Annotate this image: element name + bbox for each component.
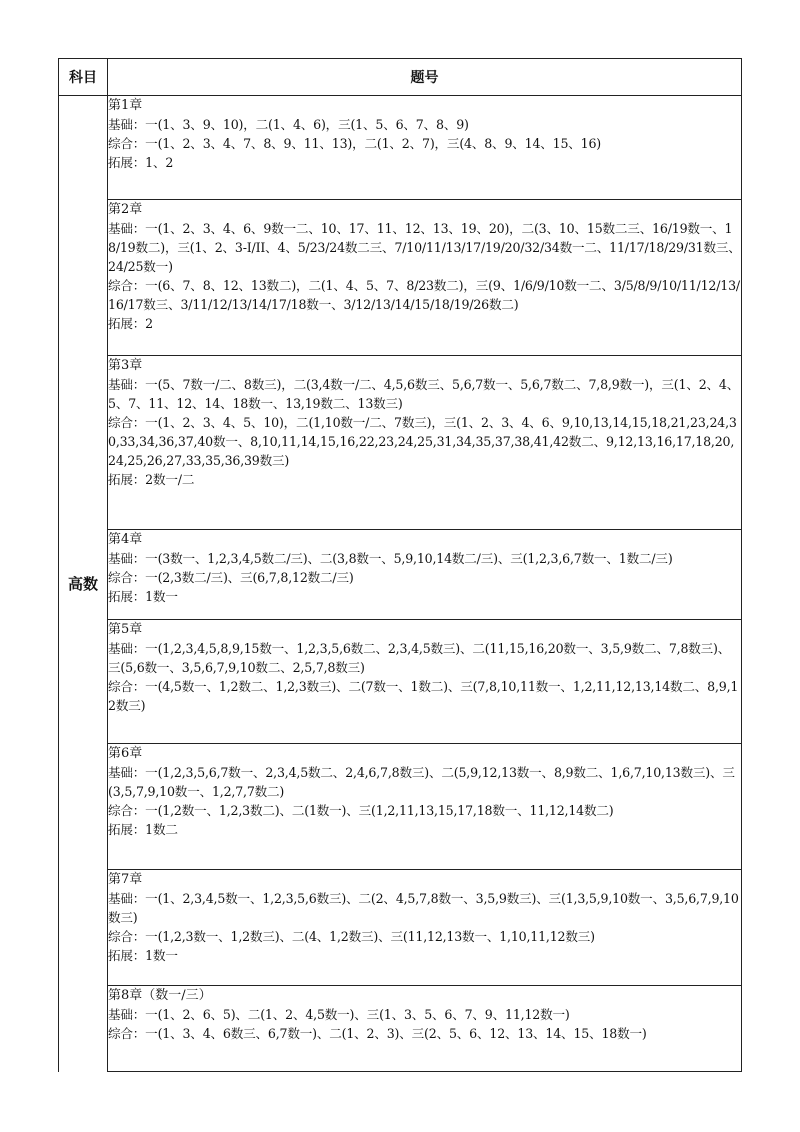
chapter-title: 第3章 [108,358,143,373]
chapter-title: 第1章 [108,98,143,113]
chapter-title: 第6章 [108,746,143,761]
chapter-line: 拓展：1数二 [108,822,178,837]
chapter-line: 拓展：1数一 [108,948,178,963]
chapter-4-cell [108,530,742,620]
chapter-title: 第8章（数一/三） [108,988,212,1003]
chapter-1-cell [108,96,742,200]
chapter-title: 第4章 [108,532,143,547]
chapter-line: 拓展：1、2 [108,155,174,170]
chapter-line: 基础：一(1,2,3,4,5,8,9,15数一、1,2,3,5,6数二、2,3,4,5数三)、二(11,15,16,20数一、3,5,9数二、7,8数三)、三(5,6数一、3,5,6,7,9,10数二、2,5,7,8数三) [108,641,731,675]
exercise-table [58,58,742,1072]
chapter-5-cell [108,620,742,744]
header-subject: 科目 [59,59,108,96]
chapter-line: 综合：一(1,2数一、1,2,3数二)、二(1数一)、三(1,2,11,13,15,17,18数一、11,12,14数二) [108,803,614,818]
chapter-line: 基础：一(1、2、3、4、6、9数一二、10、17、11、12、13、19、20)，二(3、10、15数二三、16/19数一、18/19数二)，三(1、2、3-I/II、4、5/23/24数二三、7/10/11/13/17/19/20/32/34数一二、11/17/18/29/31数三、24/25数一) [108,221,741,274]
chapter-line: 基础：一(3数一、1,2,3,4,5数二/三)、二(3,8数一、5,9,10,14数二/三)、三(1,2,3,6,7数一、1数二/三) [108,551,673,566]
exercise-table-page [58,58,742,1072]
table-row [59,870,742,986]
chapter-6-cell [108,744,742,870]
chapter-line: 基础：一(1、2、6、5)、二(1、2、4,5数一)、三(1、3、5、6、7、9、11,12数一) [108,1007,570,1022]
chapter-8-cell [108,986,742,1072]
table-header-row [59,59,742,96]
chapter-line: 基础：一(1、3、9、10)，二(1、4、6)，三(1、5、6、7、8、9) [108,117,469,132]
table-row [59,986,742,1072]
table-row [59,200,742,356]
table-row [59,530,742,620]
subject-cell: 高数 [59,96,108,1072]
chapter-line: 基础：一(5、7数一/二、8数三)，二(3,4数一/二、4,5,6数三、5,6,7数一、5,6,7数二、7,8,9数一)，三(1、2、4、5、7、11、12、14、18数一、13,19数二、13数三) [108,377,740,411]
chapter-title: 第7章 [108,872,143,887]
header-items: 题号 [108,59,742,96]
table-row [59,620,742,744]
chapter-line: 综合：一(1,2,3数一、1,2数三)、二(4、1,2数三)、三(11,12,13数一、1,10,11,12数三) [108,929,595,944]
chapter-line: 综合：一(6、7、8、12、13数二)，二(1、4、5、7、8/23数二)，三(9、1/6/9/10数一二、3/5/8/9/10/11/12/13/16/17数三、3/11/12/13/14/17/18数一、3/12/13/14/15/18/19/26数二) [108,278,740,312]
chapter-line: 基础：一(1、2,3,4,5数一、1,2,3,5,6数三)、二(2、4,5,7,8数一、3,5,9数三)、三(1,3,5,9,10数一、3,5,6,7,9,10数三) [108,891,739,925]
chapter-title: 第2章 [108,202,143,217]
chapter-3-cell [108,356,742,530]
chapter-7-cell [108,870,742,986]
chapter-line: 综合：一(4,5数一、1,2数二、1,2,3数三)、二(7数一、1数二)、三(7,8,10,11数一、1,2,11,12,13,14数二、8,9,12数三) [108,679,739,713]
chapter-line: 综合：一(1、2、3、4、5、10)，二(1,10数一/二、7数三)，三(1、2、3、4、6、9,10,13,14,15,18,21,23,24,30,33,34,36,37,40数一、8,10,11,14,15,16,22,23,24,25,31,34,35,37,38,41,42数二、9,12,13,16,17,18,20,24,25,26,27,33,35,36,39数三) [108,415,737,468]
table-row [59,96,742,200]
chapter-line: 综合：一(1、2、3、4、7、8、9、11、13)，二(1、2、7)，三(4、8、9、14、15、16) [108,136,602,151]
chapter-line: 综合：一(2,3数二/三)、三(6,7,8,12数二/三) [108,570,354,585]
chapter-line: 基础：一(1,2,3,5,6,7数一、2,3,4,5数二、2,4,6,7,8数三)、二(5,9,12,13数一、8,9数二、1,6,7,10,13数三)、三(3,5,7,9,10数一、1,2,7,7数二) [108,765,735,799]
chapter-line: 拓展：2数一/二 [108,472,195,487]
chapter-line: 综合：一(1、3、4、6数三、6,7数一)、二(1、2、3)、三(2、5、6、12、13、14、15、18数一) [108,1026,647,1041]
chapter-2-cell [108,200,742,356]
chapter-line: 拓展：2 [108,316,153,331]
table-row [59,744,742,870]
chapter-title: 第5章 [108,622,143,637]
table-row [59,356,742,530]
chapter-line: 拓展：1数一 [108,589,178,604]
